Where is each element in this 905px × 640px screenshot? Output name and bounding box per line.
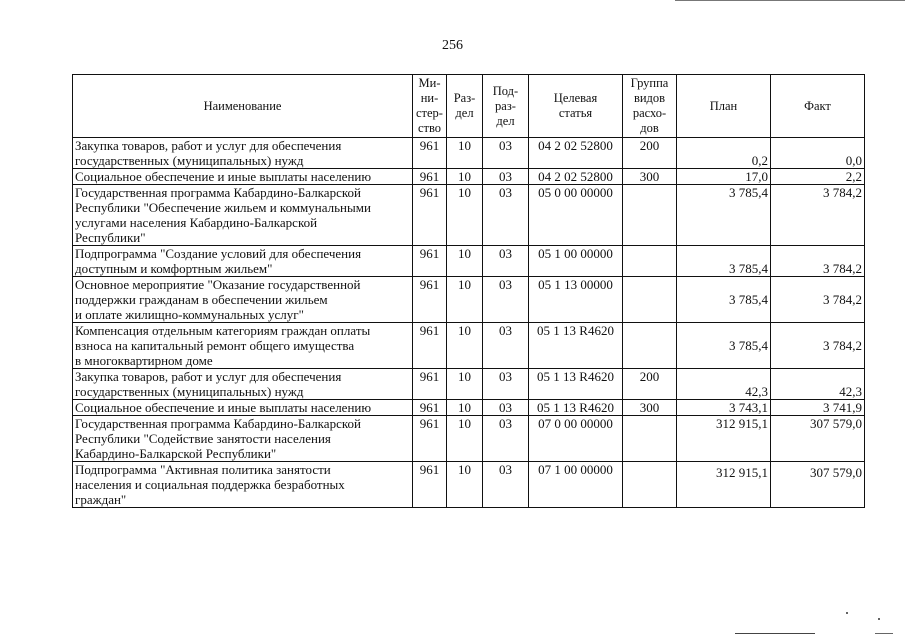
- scan-edge-line: [735, 633, 815, 634]
- row-subsection: 03: [483, 138, 529, 169]
- table-row: [73, 462, 865, 508]
- row-section: 10: [447, 462, 483, 508]
- row-subsection: 03: [483, 369, 529, 400]
- row-plan: 3 785,4: [677, 246, 771, 277]
- row-group: [623, 185, 677, 246]
- row-section: 10: [447, 246, 483, 277]
- header-subsection: Под- раз- дел: [483, 75, 529, 138]
- row-target: 04 2 02 52800: [529, 138, 623, 169]
- row-ministry: 961: [413, 416, 447, 462]
- row-group: 200: [623, 369, 677, 400]
- row-subsection: 03: [483, 277, 529, 323]
- row-group: 300: [623, 400, 677, 416]
- header-ministry: Ми- ни- стер- ство: [413, 75, 447, 138]
- row-plan: 312 915,1: [677, 462, 771, 508]
- row-fact: 3 784,2: [771, 323, 865, 369]
- row-subsection: 03: [483, 462, 529, 508]
- scan-speck: [878, 618, 880, 620]
- table-row: [73, 400, 865, 416]
- row-name: Основное мероприятие "Оказание государственной поддержки гражданам в обеспечении жильем и оплате жилищно-коммунальных услуг": [73, 277, 413, 323]
- table-row: [73, 246, 865, 277]
- row-fact: 2,2: [771, 169, 865, 185]
- row-name: Государственная программа Кабардино-Балкарской Республики "Обеспечение жильем и коммунальными услугами населения Кабардино-Балкарской Республики": [73, 185, 413, 246]
- table-row: [73, 416, 865, 462]
- row-plan: 42,3: [677, 369, 771, 400]
- row-target: 07 1 00 00000: [529, 462, 623, 508]
- row-plan: 312 915,1: [677, 416, 771, 462]
- row-target: 05 1 00 00000: [529, 246, 623, 277]
- row-subsection: 03: [483, 169, 529, 185]
- header-group: Группа видов расхо- дов: [623, 75, 677, 138]
- row-ministry: 961: [413, 277, 447, 323]
- table-row: [73, 369, 865, 400]
- budget-table: [72, 74, 865, 508]
- row-plan: 3 785,4: [677, 323, 771, 369]
- row-group: [623, 416, 677, 462]
- row-plan: 17,0: [677, 169, 771, 185]
- row-section: 10: [447, 185, 483, 246]
- row-name: Подпрограмма "Активная политика занятости населения и социальная поддержка безработных граждан": [73, 462, 413, 508]
- row-ministry: 961: [413, 323, 447, 369]
- table-row: [73, 185, 865, 246]
- header-section: Раз- дел: [447, 75, 483, 138]
- row-ministry: 961: [413, 138, 447, 169]
- row-group: [623, 246, 677, 277]
- row-subsection: 03: [483, 416, 529, 462]
- row-target: 04 2 02 52800: [529, 169, 623, 185]
- row-section: 10: [447, 369, 483, 400]
- page-number: 256: [442, 38, 463, 53]
- row-name: Подпрограмма "Создание условий для обеспечения доступным и комфортным жильем": [73, 246, 413, 277]
- row-section: 10: [447, 277, 483, 323]
- row-name: Государственная программа Кабардино-Балкарской Республики "Содействие занятости населения Кабардино-Балкарской Республики": [73, 416, 413, 462]
- header-name: Наименование: [73, 75, 413, 138]
- row-fact: 307 579,0: [771, 462, 865, 508]
- row-target: 07 0 00 00000: [529, 416, 623, 462]
- row-target: 05 1 13 00000: [529, 277, 623, 323]
- row-target: 05 0 00 00000: [529, 185, 623, 246]
- row-group: 300: [623, 169, 677, 185]
- row-section: 10: [447, 416, 483, 462]
- row-target: 05 1 13 R4620: [529, 369, 623, 400]
- row-section: 10: [447, 169, 483, 185]
- row-target: 05 1 13 R4620: [529, 400, 623, 416]
- row-name: Социальное обеспечение и иные выплаты населению: [73, 169, 413, 185]
- row-ministry: 961: [413, 369, 447, 400]
- row-plan: 0,2: [677, 138, 771, 169]
- row-fact: 3 784,2: [771, 185, 865, 246]
- row-name: Закупка товаров, работ и услуг для обеспечения государственных (муниципальных) нужд: [73, 138, 413, 169]
- scan-edge-line: [875, 633, 893, 634]
- row-plan: 3 785,4: [677, 185, 771, 246]
- row-ministry: 961: [413, 462, 447, 508]
- row-fact: 0,0: [771, 138, 865, 169]
- row-name: Закупка товаров, работ и услуг для обеспечения государственных (муниципальных) нужд: [73, 369, 413, 400]
- row-section: 10: [447, 138, 483, 169]
- row-section: 10: [447, 400, 483, 416]
- row-name: Социальное обеспечение и иные выплаты населению: [73, 400, 413, 416]
- header-target: Целевая статья: [529, 75, 623, 138]
- row-fact: 3 741,9: [771, 400, 865, 416]
- row-fact: 3 784,2: [771, 246, 865, 277]
- table-row: [73, 138, 865, 169]
- row-ministry: 961: [413, 185, 447, 246]
- row-fact: 307 579,0: [771, 416, 865, 462]
- row-group: [623, 462, 677, 508]
- row-target: 05 1 13 R4620: [529, 323, 623, 369]
- row-subsection: 03: [483, 246, 529, 277]
- row-plan: 3 743,1: [677, 400, 771, 416]
- row-name: Компенсация отдельным категориям граждан оплаты взноса на капитальный ремонт общего имущества в многоквартирном доме: [73, 323, 413, 369]
- row-subsection: 03: [483, 400, 529, 416]
- header-plan: План: [677, 75, 771, 138]
- header-fact: Факт: [771, 75, 865, 138]
- row-subsection: 03: [483, 323, 529, 369]
- scan-speck: [846, 612, 848, 614]
- header-row: [73, 75, 865, 138]
- row-ministry: 961: [413, 246, 447, 277]
- row-group: [623, 323, 677, 369]
- row-group: [623, 277, 677, 323]
- table-row: [73, 277, 865, 323]
- table-row: [73, 323, 865, 369]
- row-plan: 3 785,4: [677, 277, 771, 323]
- table-row: [73, 169, 865, 185]
- row-section: 10: [447, 323, 483, 369]
- row-fact: 3 784,2: [771, 277, 865, 323]
- row-ministry: 961: [413, 400, 447, 416]
- row-ministry: 961: [413, 169, 447, 185]
- row-fact: 42,3: [771, 369, 865, 400]
- row-subsection: 03: [483, 185, 529, 246]
- row-group: 200: [623, 138, 677, 169]
- scan-edge-line: [675, 0, 905, 1]
